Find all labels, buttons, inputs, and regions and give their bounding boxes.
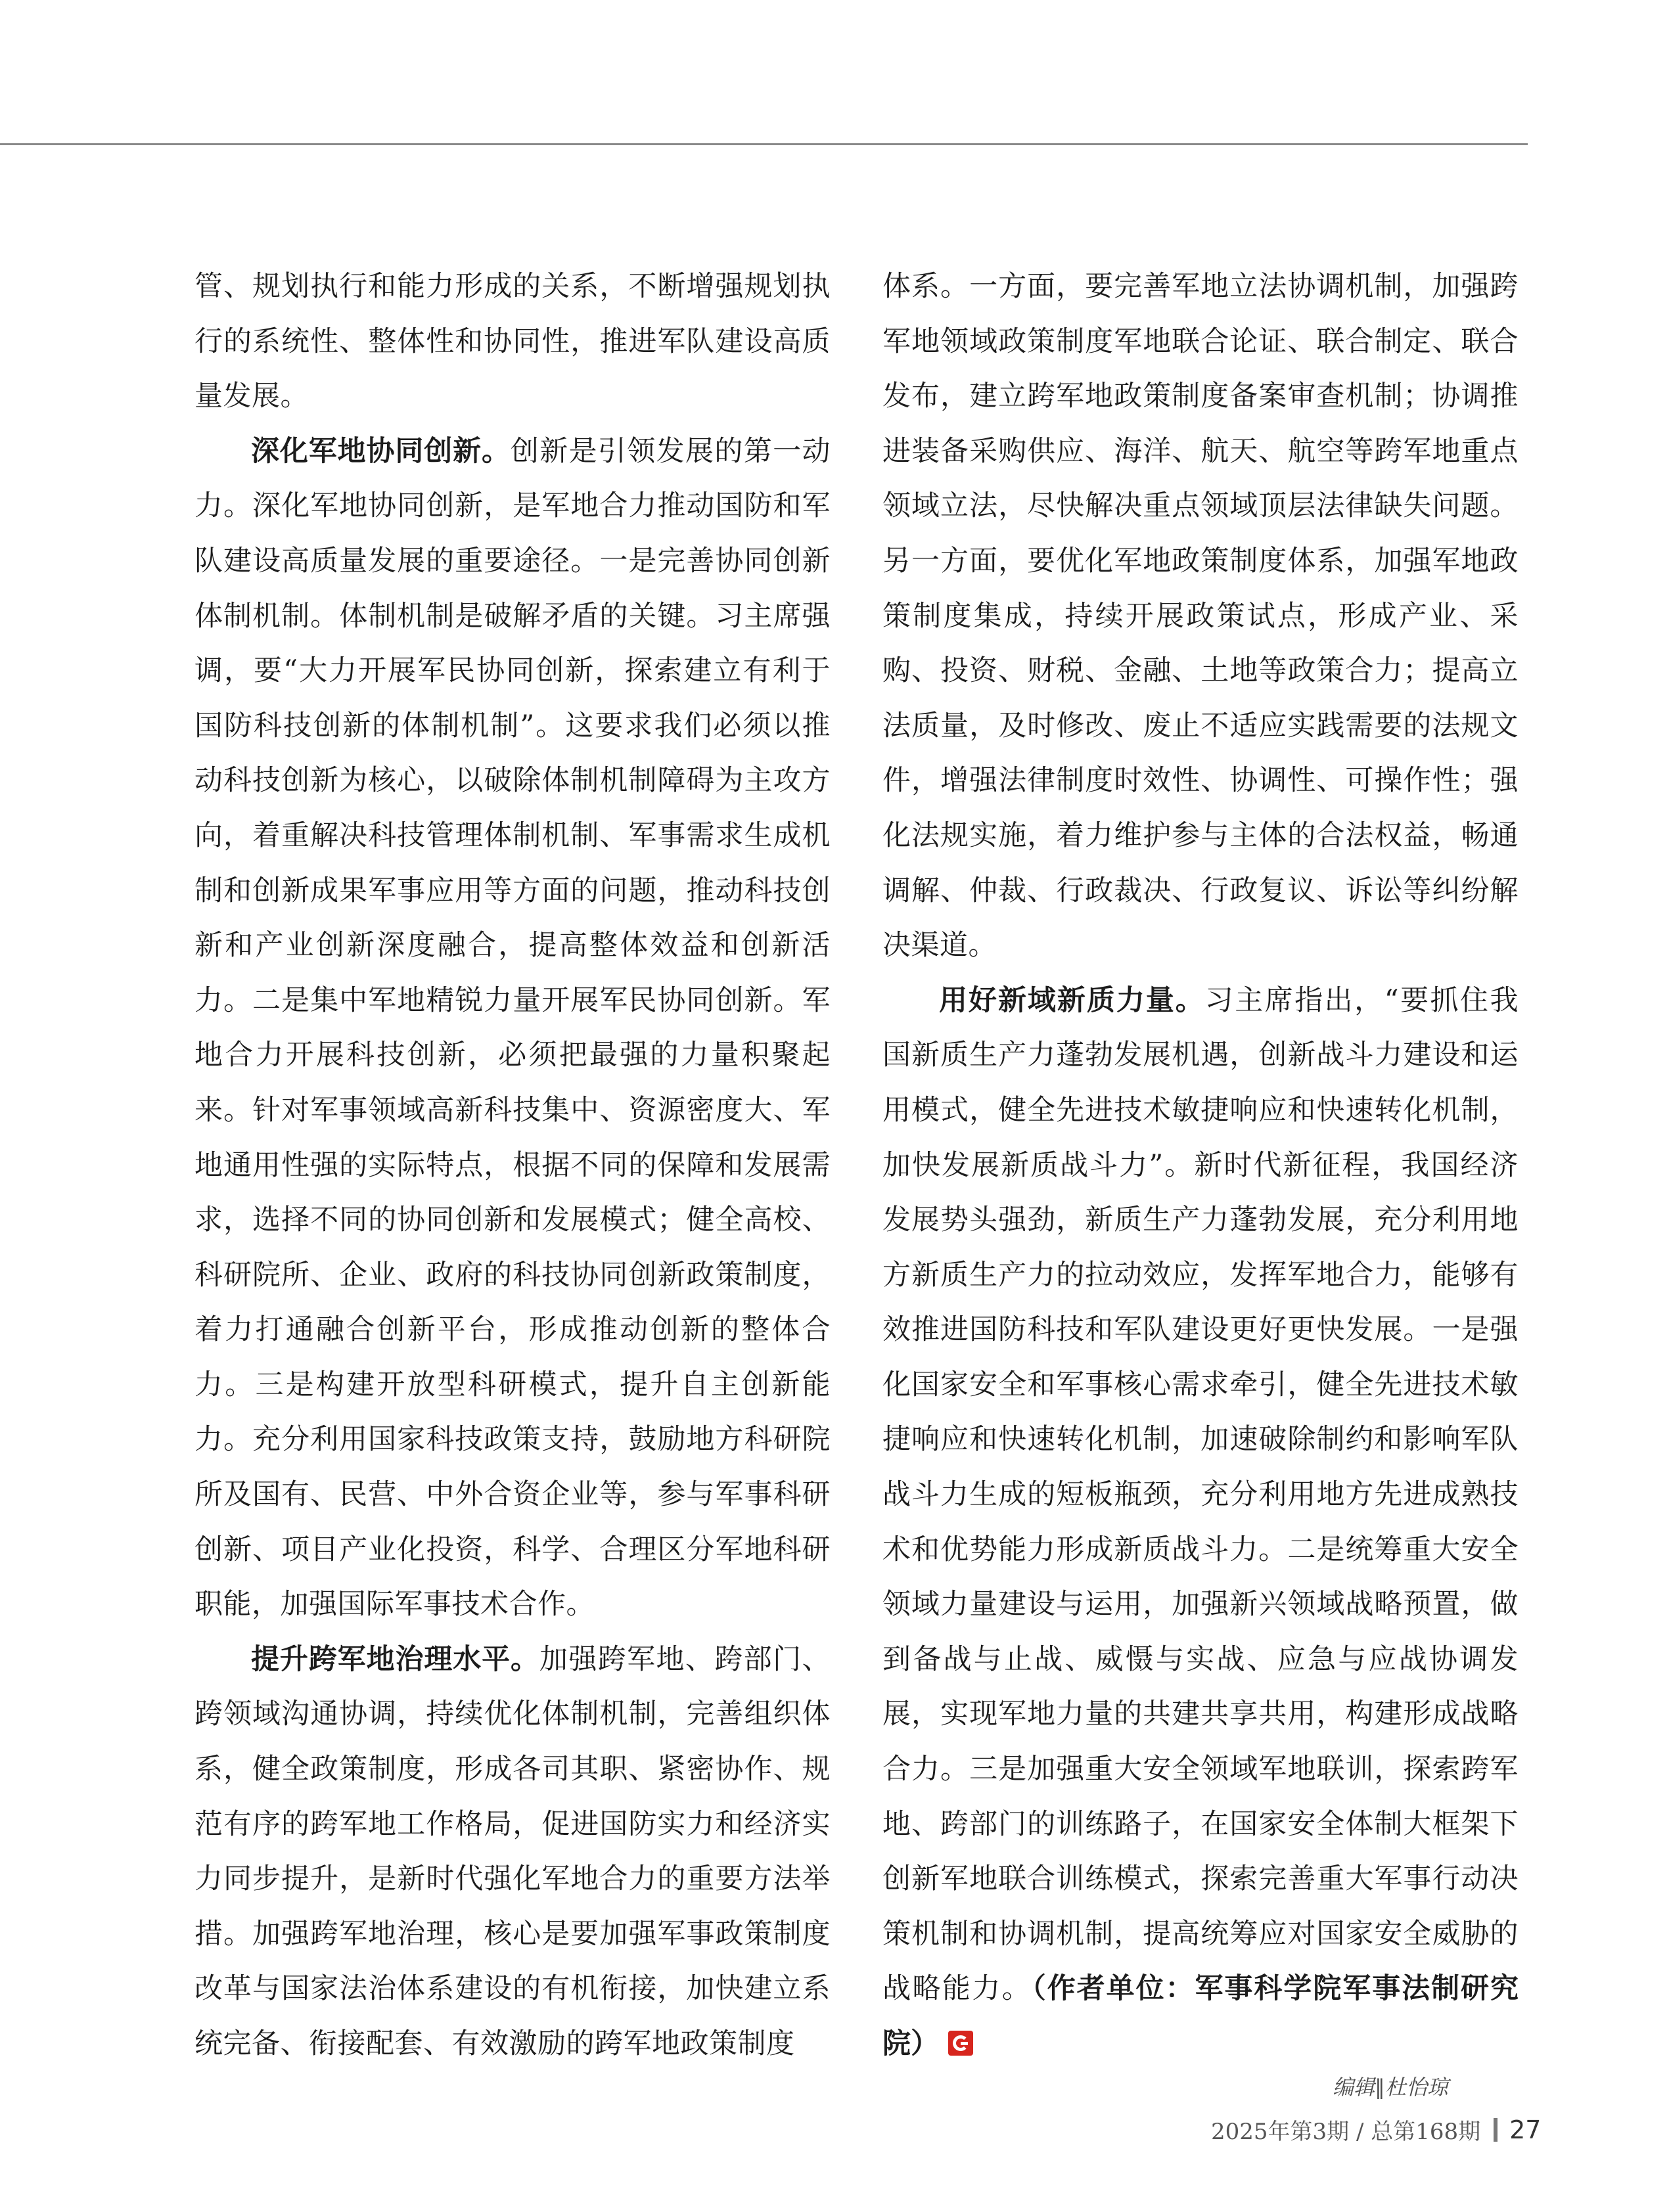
paragraph — [882, 974, 1519, 2072]
paragraph: 体系。一方面，要完善军地立法协调机制，加强跨军地领域政策制度军地联合论证、联合制定、联合发布，建立跨军地政策制度备案审查机制；协调推进装备采购供应、海洋、航天、航空等跨军地重点领域立法，尽快解决重点领域顶层法律缺失问题。另一方面，要优化军地政策制度体系，加强军地政策制度集成，持续开展政策试点，形成产业、采购、投资、财税、金融、土地等政策合力；提高立法质量，及时修改、废止不适应实践需要的法规文件，增强法律制度时效性、协调性、可操作性；强化法规实施，着力维护参与主体的合法权益，畅通调解、仲裁、行政裁决、行政复议、诉讼等纠纷解决渠道。 — [882, 270, 1519, 962]
section-heading: 深化军地协同创新。 — [251, 434, 511, 468]
header-rule — [0, 143, 1528, 145]
paragraph-body: 习主席指出，“要抓住我国新质生产力蓬勃发展机遇，创新战斗力建设和运用模式，健全先进技术敏捷响应和快速转化机制，加快发展新质战斗力”。新时代新征程，我国经济发展势头强劲，新质生产力蓬勃发展，充分利用地方新质生产力的拉动效应，发挥军地合力，能够有效推进国防科技和军队建设更好更快发展。一是强化国家安全和军事核心需求牵引，健全先进技术敏捷响应和快速转化机制，加速破除制约和影响军队战斗力生成的短板瓶颈，充分利用地方先进成熟技术和优势能力形成新质战斗力。二是统筹重大安全领域力量建设与运用，加强新兴领域战略预置，做到备战与止战、威慑与实战、应急与应战协调发展，实现军地力量的共建共享共用，构建形成战略合力。三是加强重大安全领域军地联训，探索跨军地、跨部门的训练路子，在国家安全体制大框架下创新军地联合训练模式，探索完善重大军事行动决策机制和协调机制，提高统筹应对国家安全威胁的战略能力。 — [882, 983, 1519, 2006]
left-column — [194, 260, 831, 2072]
page-footer — [1211, 2113, 1541, 2146]
section-heading: 用好新域新质力量。 — [939, 983, 1205, 1017]
author-affiliation: （作者单位：军事科学院军事法制研究院） — [882, 1972, 1519, 2060]
page-number: 27 — [1509, 2115, 1542, 2144]
footer-divider — [1494, 2118, 1498, 2142]
paragraph — [194, 424, 831, 1633]
right-column — [882, 260, 1519, 2072]
paragraph — [194, 1633, 831, 2072]
editor-credit: 编辑∥杜怡琼 — [1333, 2075, 1449, 2100]
section-heading: 提升跨军地治理水平。 — [251, 1642, 539, 1676]
paragraph-body: 创新是引领发展的第一动力。深化军地协同创新，是军地合力推动国防和军队建设高质量发展的重要途径。一是完善协同创新体制机制。体制机制是破解矛盾的关键。习主席强调，要“大力开展军民协同创新，探索建立有利于国防科技创新的体制机制”。这要求我们必须以推动科技创新为核心，以破除体制机制障碍为主攻方向，着重解决科技管理体制机制、军事需求生成机制和创新成果军事应用等方面的问题，推动科技创新和产业创新深度融合，提高整体效益和创新活力。二是集中军地精锐力量开展军民协同创新。军地合力开展科技创新，必须把最强的力量积聚起来。针对军事领域高新科技集中、资源密度大、军地通用性强的实际特点，根据不同的保障和发展需求，选择不同的协同创新和发展模式；健全高校、科研院所、企业、政府的科技协同创新政策制度，着力打通融合创新平台，形成推动创新的整体合力。三是构建开放型科研模式，提升自主创新能力。充分利用国家科技政策支持，鼓励地方科研院所及国有、民营、中外合资企业等，参与军事科研创新、项目产业化投资，科学、合理区分军地科研职能，加强国际军事技术合作。 — [194, 434, 831, 1621]
issue-info: 2025年第3期 / 总第168期 — [1211, 2119, 1481, 2145]
paragraph: 管、规划执行和能力形成的关系，不断增强规划执行的系统性、整体性和协同性，推进军队建设高质量发展。 — [194, 270, 831, 413]
g-logo-icon — [948, 2031, 973, 2056]
paragraph-body: 加强跨军地、跨部门、跨领域沟通协调，持续优化体制机制，完善组织体系，健全政策制度，形成各司其职、紧密协作、规范有序的跨军地工作格局，促进国防实力和经济实力同步提升，是新时代强化军地合力的重要方法举措。加强跨军地治理，核心是要加强军事政策制度改革与国家法治体系建设的有机衔接，加快建立系统完备、衔接配套、有效激励的跨军地政策制度 — [194, 1642, 831, 2060]
